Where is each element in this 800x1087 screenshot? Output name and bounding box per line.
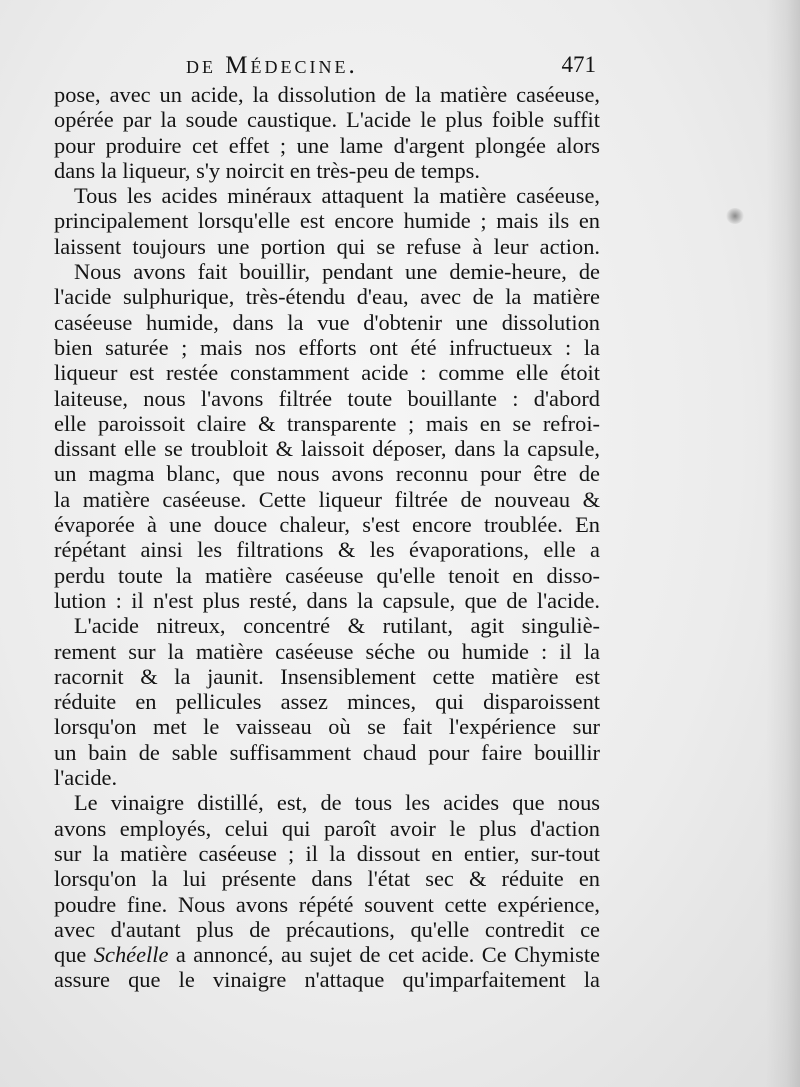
- text-line-3: pour produire cet effet ; une lame d'argent plongée alors: [54, 132, 600, 158]
- text-line-10: caséeuse humide, dans la vue d'obtenir une dissolution: [54, 309, 600, 335]
- text-line-31: sur la matière caséeuse ; il la dissout en entier, sur-tout: [54, 840, 600, 866]
- text-line-1: pose, avec un acide, la dissolution de la matière caséeuse,: [54, 82, 600, 107]
- text-line-34: avec d'autant plus de précautions, qu'elle contredit ce: [54, 916, 600, 942]
- text-line-12: liqueur est restée constamment acide : comme elle étoit: [54, 360, 600, 386]
- text-line-15: dissant elle se troubloit & laissoit déposer, dans la capsule,: [54, 436, 600, 462]
- text-line-32: lorsqu'on la lui présente dans l'état sec & réduite en: [54, 866, 600, 892]
- text-line-33: poudre fine. Nous avons répété souvent cette expérience,: [54, 891, 600, 917]
- text-line-4: dans la liqueur, s'y noircit en très-peu de temps.: [54, 157, 480, 183]
- text-line-35: [54, 942, 600, 967]
- text-line-7: laissent toujours une portion qui se refuse à leur action.: [54, 233, 600, 259]
- page-edge-shadow: [766, 0, 800, 1087]
- author-name-italic: Schéelle: [93, 942, 169, 968]
- text-line-27: un bain de sable suffisamment chaud pour faire bouillir: [54, 739, 600, 765]
- text-line-26: lorsqu'on met le vaisseau où se fait l'expérience sur: [54, 714, 600, 740]
- text-line-30: avons employés, celui qui paroît avoir le plus d'action: [54, 815, 600, 841]
- text-line-9: l'acide sulphurique, très-étendu d'eau, avec de la matière: [54, 284, 600, 310]
- text-line-36: assure que le vinaigre n'attaque qu'imparfaitement la: [54, 967, 600, 993]
- text-line-21: lution : il n'est plus resté, dans la capsule, que de l'acide.: [54, 587, 600, 613]
- text-line-5: Tous les acides minéraux attaquent la matière caséeuse,: [74, 183, 600, 209]
- text-line-24: racornit & la jaunit. Insensiblement cette matière est: [54, 663, 600, 689]
- text-line-18: évaporée à une douce chaleur, s'est encore troublée. En: [54, 512, 600, 538]
- text-line-22: L'acide nitreux, concentré & rutilant, agit singuliè-: [74, 613, 600, 639]
- page-header: [186, 52, 596, 82]
- text-line-35-start: que: [54, 942, 94, 968]
- text-line-14: elle paroissoit claire & transparente ; mais en se refroi-: [54, 410, 600, 436]
- text-line-13: laiteuse, nous l'avons filtrée toute bouillante : d'abord: [54, 385, 600, 411]
- text-line-19: répétant ainsi les filtrations & les évaporations, elle a: [54, 537, 600, 563]
- text-line-25: réduite en pellicules assez minces, qui disparoissent: [54, 689, 600, 715]
- text-line-23: rement sur la matière caséeuse séche ou humide : il la: [54, 638, 600, 664]
- text-line-11: bien saturée ; mais nos efforts ont été infructueux : la: [54, 334, 600, 360]
- text-line-8: Nous avons fait bouillir, pendant une demie-heure, de: [74, 259, 600, 285]
- text-line-2: opérée par la soude caustique. L'acide le plus foible suffit: [54, 107, 600, 133]
- text-line-29: Le vinaigre distillé, est, de tous les acides que nous: [74, 790, 600, 816]
- page-number: 471: [561, 52, 596, 77]
- ink-spot: [726, 208, 744, 224]
- text-line-28: l'acide.: [54, 765, 118, 791]
- running-head: de Médecine.: [186, 52, 358, 79]
- text-line-17: la matière caséeuse. Cette liqueur filtrée de nouveau &: [54, 486, 600, 512]
- body-text: [54, 82, 600, 993]
- text-line-16: un magma blanc, que nous avons reconnu pour être de: [54, 461, 600, 487]
- text-line-20: perdu toute la matière caséeuse qu'elle tenoit en disso-: [54, 562, 600, 588]
- text-line-6: principalement lorsqu'elle est encore humide ; mais ils en: [54, 208, 600, 234]
- text-line-35-end: a annoncé, au sujet de cet acide. Ce Chymiste: [168, 942, 600, 968]
